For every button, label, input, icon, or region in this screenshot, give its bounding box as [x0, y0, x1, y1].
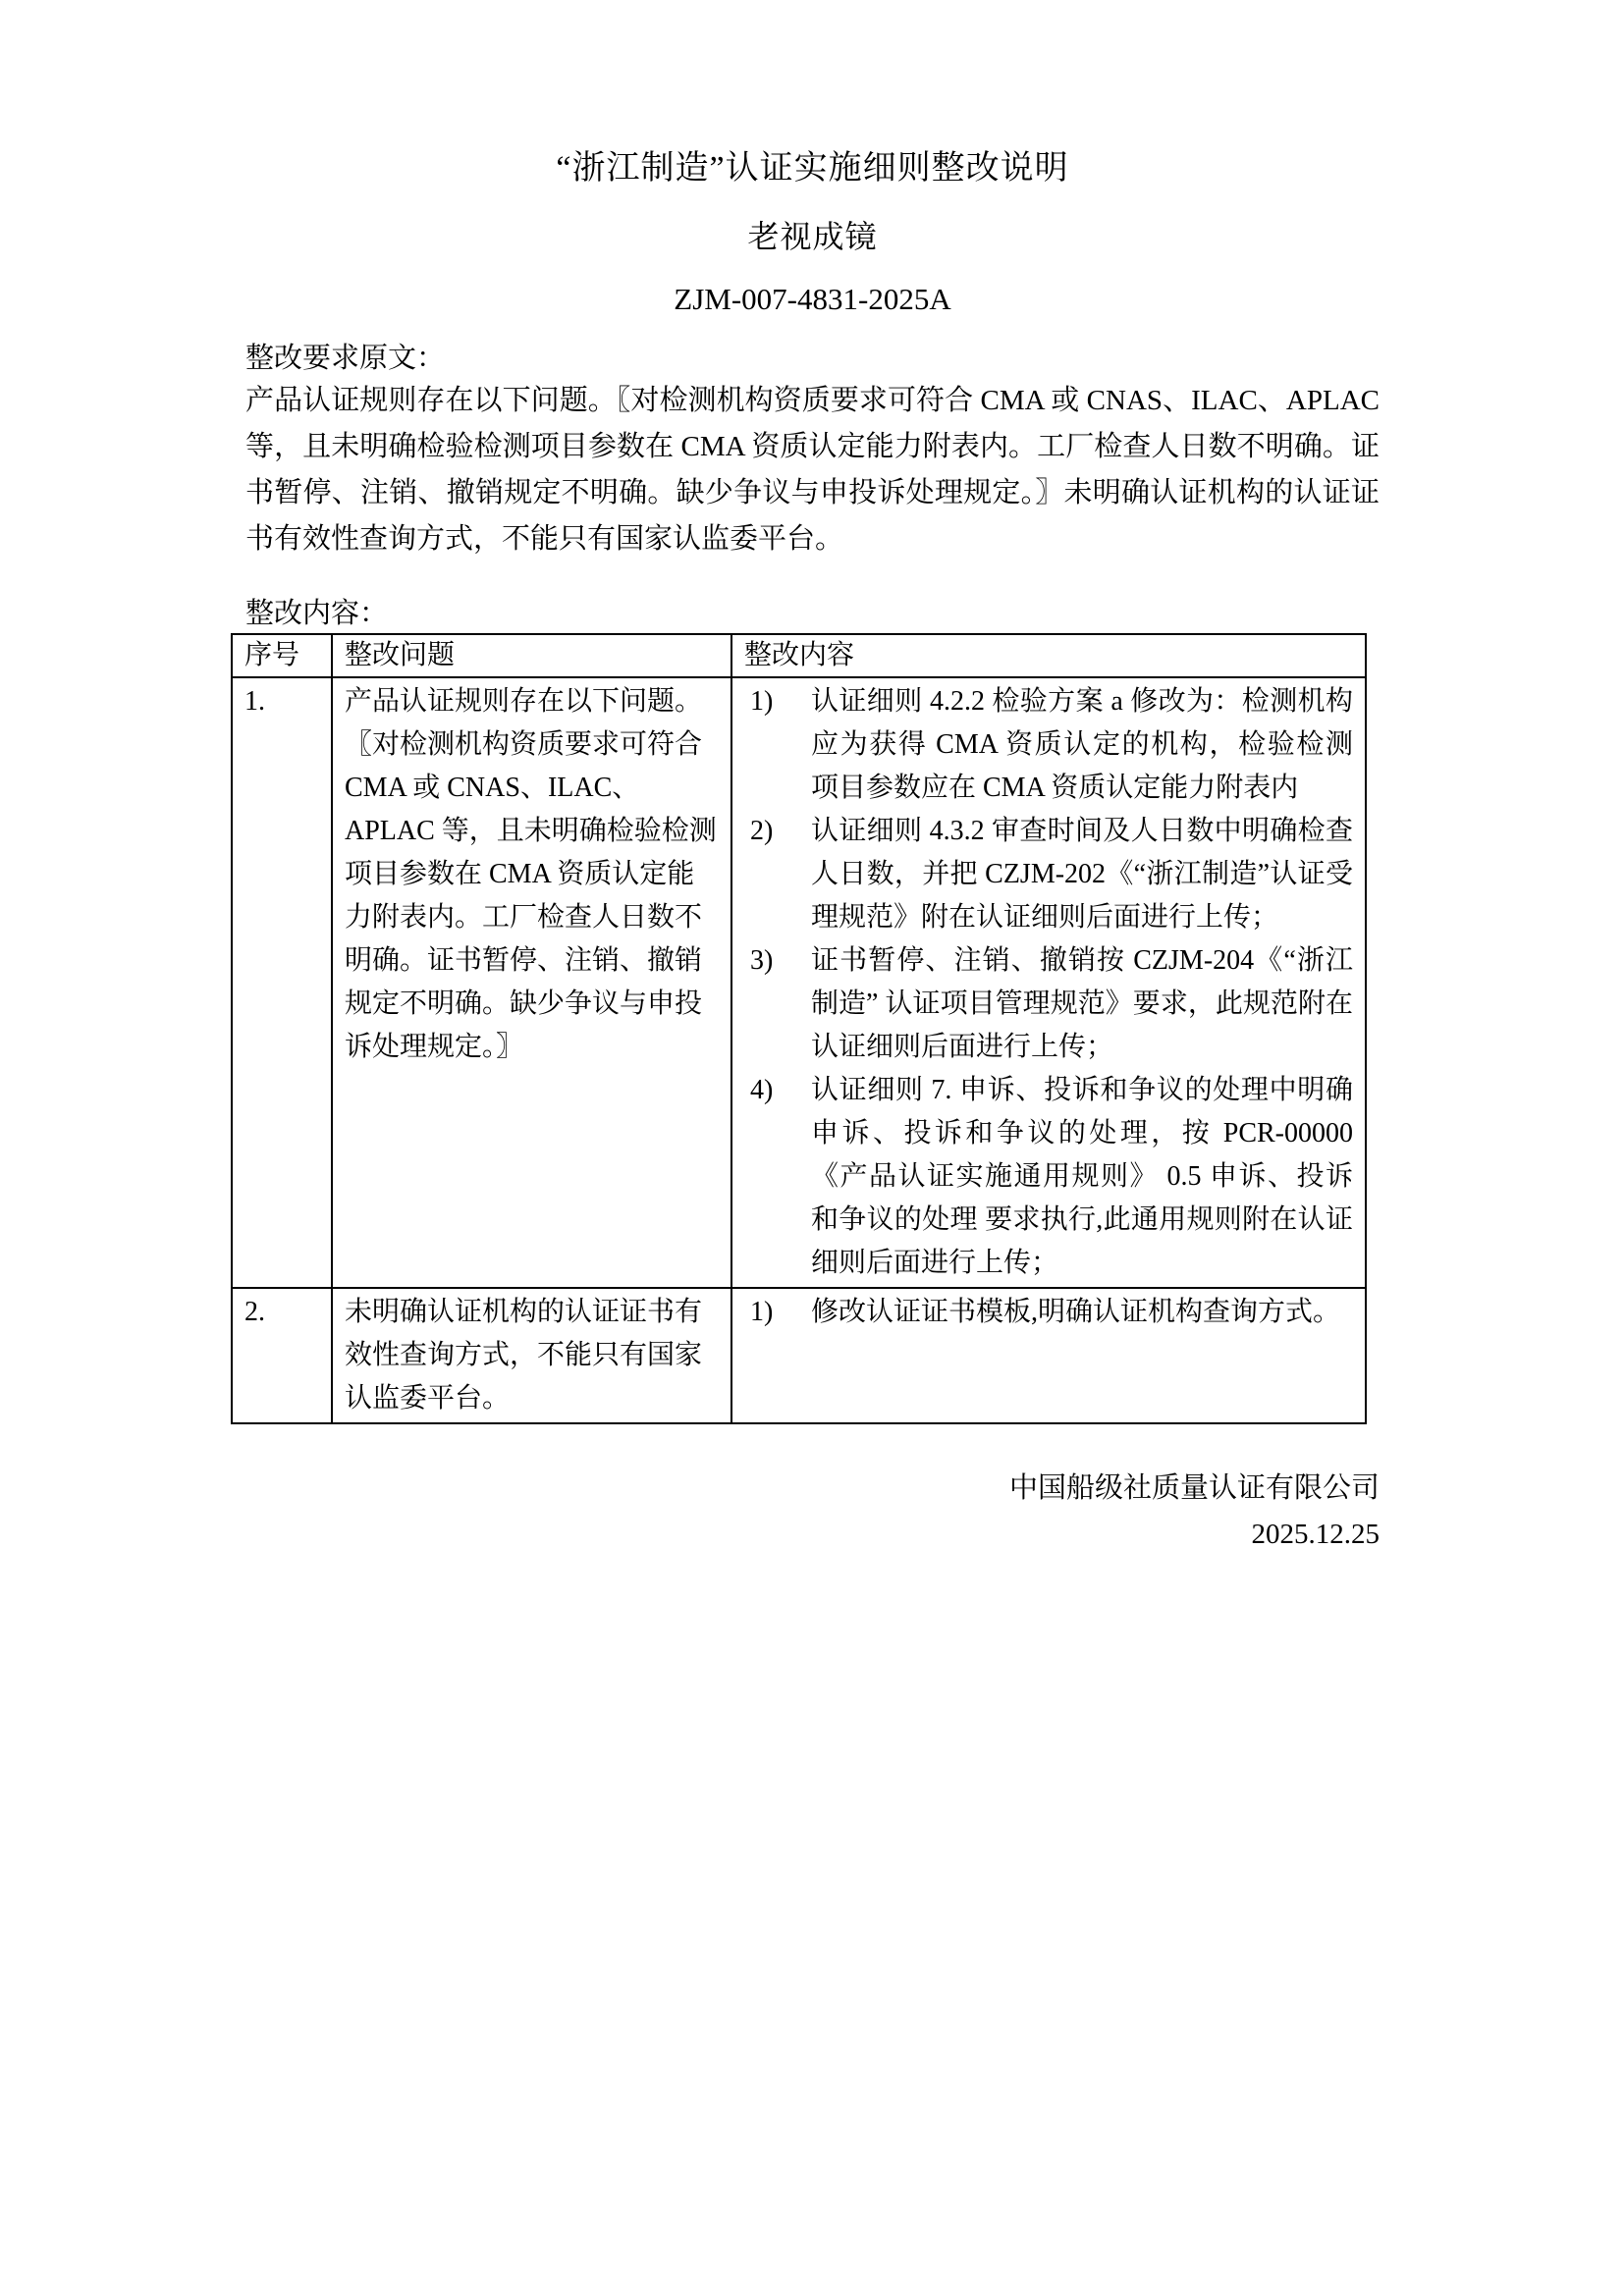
- item-text: 认证细则 4.3.2 审查时间及人日数中明确检查人日数，并把 CZJM-202《“浙江制造”认证受理规范》附在认证细则后面进行上传；: [811, 816, 1353, 933]
- content-item: [744, 939, 1353, 1069]
- content-item: [744, 680, 1353, 810]
- item-text: 证书暂停、注销、撤销按 CZJM-204《“浙江制造” 认证项目管理规范》要求，此规范附在认证细则后面进行上传；: [811, 945, 1353, 1062]
- col-header-content: 整改内容: [731, 634, 1366, 677]
- company-name: 中国船级社质量认证有限公司: [1008, 1472, 1380, 1504]
- signature-date: 2025.12.25: [1251, 1519, 1380, 1550]
- item-number: 2): [750, 816, 774, 846]
- content-item: [744, 810, 1353, 939]
- table-row: [232, 677, 1366, 1288]
- signature-block: [245, 1466, 1380, 1558]
- original-request-label: 整改要求原文：: [245, 343, 446, 374]
- item-number: 1): [750, 686, 774, 717]
- item-text: 认证细则 7. 申诉、投诉和争议的处理中明确申诉、投诉和争议的处理，按 PCR-00000《产品认证实施通用规则》 0.5 申诉、投诉和争议的处理 要求执行,此通用规则附在认证细则后面进行上传；: [811, 1075, 1353, 1278]
- item-number: 1): [750, 1297, 774, 1327]
- item-text: 认证细则 4.2.2 检验方案 a 修改为：检测机构应为获得 CMA 资质认定的机构，检验检测项目参数应在 CMA 资质认定能力附表内: [811, 686, 1353, 803]
- item-number: 3): [750, 945, 774, 976]
- problem-cell: 未明确认证机构的认证证书有效性查询方式，不能只有国家认监委平台。: [332, 1288, 731, 1423]
- row-number-cell: 1.: [232, 677, 332, 1288]
- item-number: 4): [750, 1075, 774, 1105]
- document-title: “浙江制造”认证实施细则整改说明: [556, 150, 1069, 187]
- col-header-problem: 整改问题: [332, 634, 731, 677]
- original-request-text: 产品认证规则存在以下问题。〖对检测机构资质要求可符合 CMA 或 CNAS、ILAC、APLAC 等，且未明确检验检测项目参数在 CMA 资质认定能力附表内。工厂检查人日数不明确。证书暂停、注销、撤销规定不明确。缺少争议与申投诉处理规定。〗未明确认证机构的认证证书有效性查询方式，不能只有国家认监委平台。: [245, 385, 1380, 555]
- table-header-row: [232, 634, 1366, 677]
- rectification-content-label: 整改内容：: [245, 598, 389, 629]
- table-row: [232, 1288, 1366, 1423]
- col-header-no: 序号: [232, 634, 332, 677]
- content-cell: [731, 1288, 1366, 1423]
- problem-cell: 产品认证规则存在以下问题。〖对检测机构资质要求可符合 CMA 或 CNAS、ILAC、APLAC 等，且未明确检验检测项目参数在 CMA 资质认定能力附表内。工厂检查人日数不明确。证书暂停、注销、撤销规定不明确。缺少争议与申投诉处理规定。〗: [332, 677, 731, 1288]
- rectification-table: [231, 633, 1367, 1424]
- product-name: 老视成镜: [747, 219, 878, 254]
- content-cell: [731, 677, 1366, 1288]
- content-item: [744, 1291, 1353, 1334]
- document-code: ZJM-007-4831-2025A: [674, 282, 951, 316]
- document-content: [0, 149, 1624, 1558]
- item-text: 修改认证证书模板,明确认证机构查询方式。: [811, 1297, 1341, 1327]
- content-item: [744, 1069, 1353, 1285]
- row-number-cell: 2.: [232, 1288, 332, 1423]
